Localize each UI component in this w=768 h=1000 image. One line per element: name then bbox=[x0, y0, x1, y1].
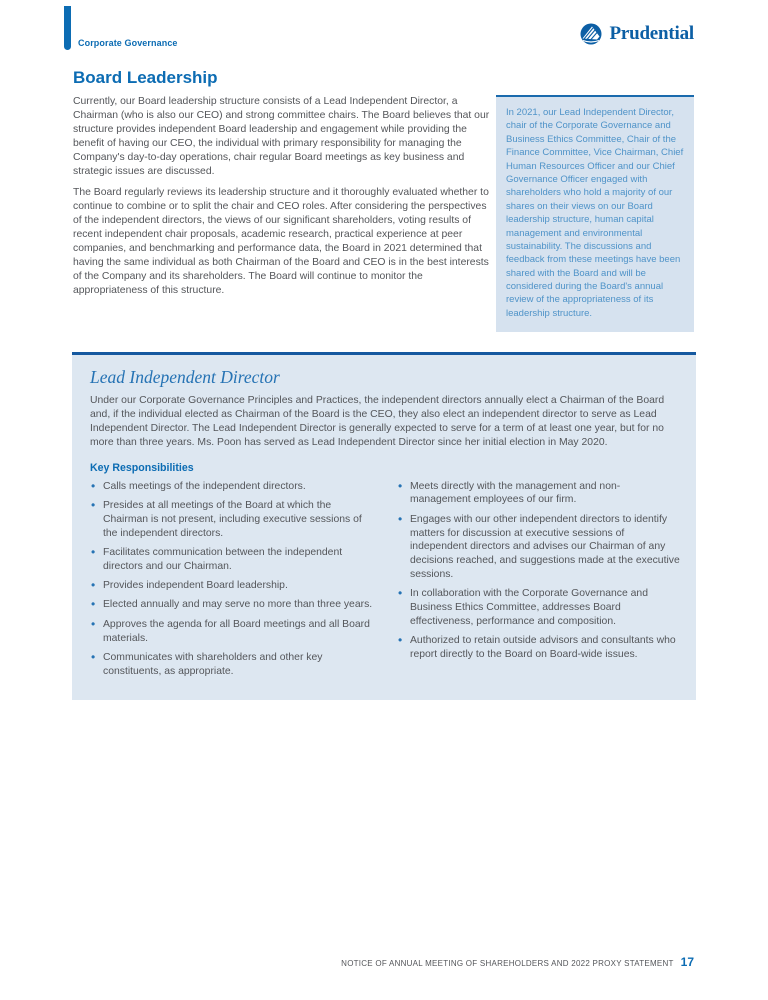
responsibilities-list-right bbox=[397, 480, 680, 684]
list-item: • Authorized to retain outside advisors and consultants who report directly to the Board on Board-wide issues. bbox=[397, 634, 680, 662]
responsibilities-columns bbox=[90, 480, 680, 684]
page-title: Board Leadership bbox=[73, 68, 218, 87]
list-item: • Communicates with shareholders and other key constituents, as appropriate. bbox=[90, 651, 373, 679]
section-label: Corporate Governance bbox=[78, 38, 178, 48]
list-item: • Approves the agenda for all Board meetings and all Board materials. bbox=[90, 618, 373, 646]
callout-text: In 2021, our Lead Independent Director, chair of the Corporate Governance and Business Ethics Committee, Chair of the Finance Committee, Vice Chairman, Chief Human Resources Officer and our Chief Governance Officer engaged with shareholders who hold a majority of our shares on their views on our Board leadership structure, human capital management and environmental sustainability. The discussions and feedback from these meetings have been shared with the Board and will be considered during the Board's annual review of the appropriateness of its leadership structure. bbox=[506, 107, 684, 319]
list-item: • Calls meetings of the independent directors. bbox=[90, 480, 373, 494]
lead-independent-director-panel bbox=[72, 352, 696, 700]
list-item: • Facilitates communication between the independent directors and our Chairman. bbox=[90, 546, 373, 574]
main-text-column bbox=[73, 95, 493, 305]
page-number: 17 bbox=[680, 955, 694, 969]
brand-logo bbox=[579, 22, 694, 46]
list-item: • Engages with our other independent directors to identify matters for discussion at executive sessions of independent directors and advises our Chairman of any decisions reached, and suggestions made at the executive sessions. bbox=[397, 513, 680, 582]
body-paragraph-2: The Board regularly reviews its leadership structure and it thoroughly evaluated whether to continue to combine or to split the chair and CEO roles. After considering the perspectives of the independent directors, the views of our significant shareholders, voting results of recent independent chair proposals, academic research, practical experience at peer companies, and benchmarking and performance data, the Board in 2021 determined that having the same individual as both Chairman of the Board and CEO is in the best interests of the Company and its shareholders. The Board will continue to monitor the appropriateness of this structure. bbox=[73, 186, 489, 296]
list-item: • Presides at all meetings of the Board at which the Chairman is not present, including executive sessions of the independent directors. bbox=[90, 499, 373, 540]
list-item: • In collaboration with the Corporate Governance and Business Ethics Committee, addresses Board effectiveness, performance and composition. bbox=[397, 587, 680, 628]
key-responsibilities-heading: Key Responsibilities bbox=[90, 461, 194, 474]
footer-text: NOTICE OF ANNUAL MEETING OF SHAREHOLDERS AND 2022 PROXY STATEMENT bbox=[341, 959, 674, 968]
panel-title: Lead Independent Director bbox=[90, 367, 280, 387]
list-item: • Provides independent Board leadership. bbox=[90, 579, 373, 593]
responsibilities-list-left bbox=[90, 480, 373, 684]
header-accent-bar bbox=[64, 6, 71, 50]
prudential-rock-icon bbox=[579, 22, 603, 46]
page-footer bbox=[341, 955, 694, 969]
list-item: • Elected annually and may serve no more than three years. bbox=[90, 598, 373, 612]
panel-intro: Under our Corporate Governance Principles and Practices, the independent directors annually elect a Chairman of the Board and, if the individual elected as Chairman of the Board is the CEO, they also elect an independent director to serve as Lead Independent Director. The Lead Independent Director is generally expected to serve for a term of at least one year, but for no more than three years. Ms. Poon has served as Lead Independent Director since her initial election in May 2020. bbox=[90, 395, 665, 449]
shareholder-engagement-callout bbox=[496, 95, 694, 332]
body-paragraph-1: Currently, our Board leadership structure consists of a Lead Independent Director, a Chairman (who is also our CEO) and strong committee chairs. The Board believes that our structure provides independent Board leadership and engagement while providing the benefit of having our CEO, the individual with primary responsibility for managing the Company's day-to-day operations, chair regular Board meetings as key business and strategic issues are discussed. bbox=[73, 96, 490, 177]
brand-name: Prudential bbox=[609, 23, 694, 44]
list-item: • Meets directly with the management and non-management employees of our firm. bbox=[397, 480, 680, 508]
